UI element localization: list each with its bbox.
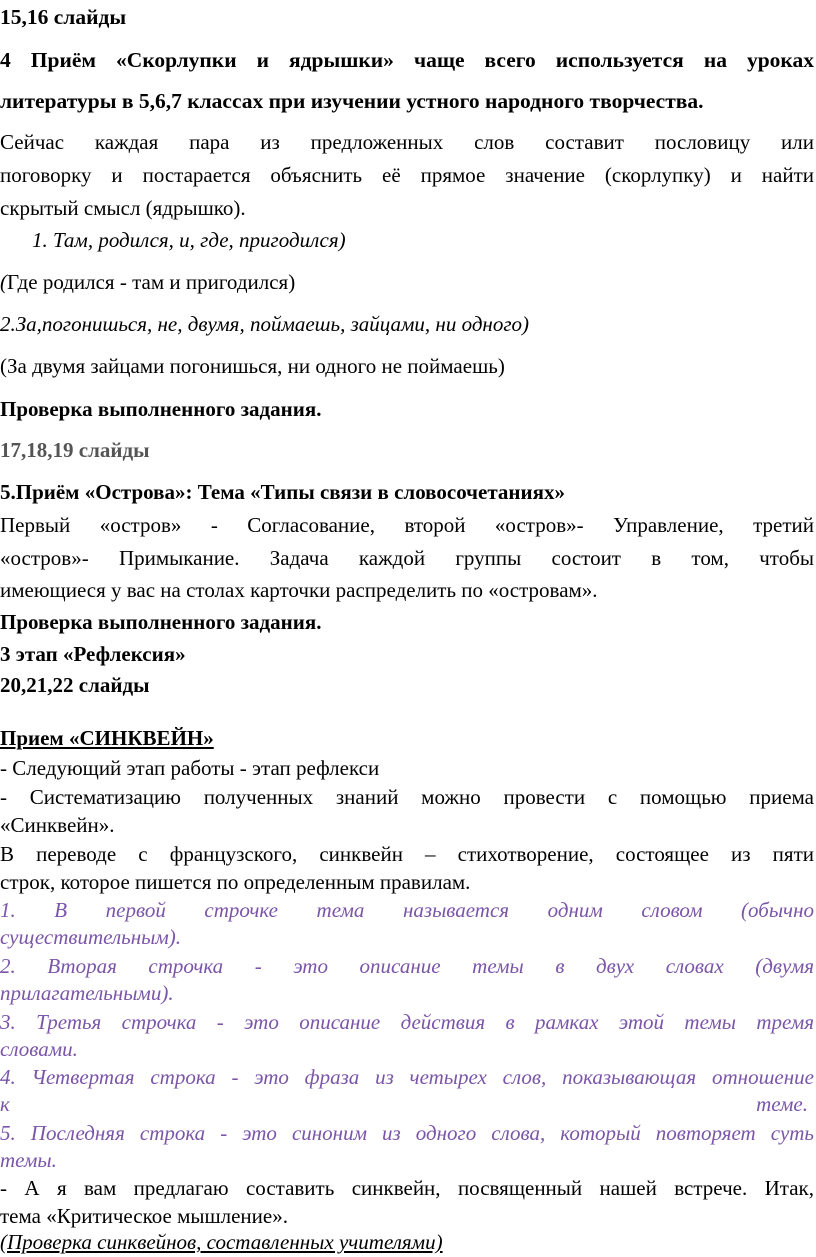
open-paren: ( bbox=[0, 270, 7, 294]
stage-3-heading: 3 этап «Рефлексия» bbox=[0, 642, 186, 666]
rule-4-word-k: к bbox=[0, 1092, 10, 1116]
paragraph-line: Первый «остров» - Согласование, второй «остров»- Управление, третий bbox=[0, 513, 814, 537]
paragraph-line: имеющиеся у вас на столах карточки распределить по «островам». bbox=[0, 578, 598, 602]
paragraph-line: скрытый смысл (ядрышко). bbox=[0, 196, 246, 220]
rule-4-word-teme: теме. bbox=[756, 1092, 808, 1116]
paragraph-line: Сейчас каждая пара из предложенных слов составит пословицу или bbox=[0, 130, 814, 154]
paragraph-line: - Систематизацию полученных знаний можно провести с помощью приема bbox=[0, 785, 814, 809]
exercise-item-1: 1. Там, родился, и, где, пригодился) bbox=[32, 228, 346, 252]
check-heading: Проверка выполненного задания. bbox=[0, 610, 322, 634]
answer-1-text: Где родился - там и пригодился) bbox=[7, 270, 296, 294]
paragraph-line: поговорку и постарается объяснить её прямое значение (скорлупку) и найти bbox=[0, 163, 814, 187]
technique-5-heading: 5.Приём «Острова»: Тема «Типы связи в словосочетаниях» bbox=[0, 480, 565, 504]
rule-4-line1: 4. Четвертая строка - это фраза из четырех слов, показывающая отношение bbox=[0, 1065, 814, 1089]
paragraph-line: «Синквейн». bbox=[0, 813, 115, 837]
technique-4-heading-line2: литературы в 5,6,7 классах при изучении устного народного творчества. bbox=[0, 89, 704, 113]
exercise-item-2: 2.За,погонишься, не, двумя, поймаешь, зайцами, ни одного) bbox=[0, 312, 530, 336]
answer-1 bbox=[0, 269, 814, 295]
rule-2-line2: прилагательными). bbox=[0, 981, 174, 1005]
paragraph-line: - Следующий этап работы - этап рефлекси bbox=[0, 756, 380, 780]
rule-3-line2: словами. bbox=[0, 1037, 78, 1061]
paragraph-line: «остров»- Примыкание. Задача каждой группы состоит в том, чтобы bbox=[0, 546, 814, 570]
technique-4-heading-line1: 4 Приём «Скорлупки и ядрышки» чаще всего используется на уроках bbox=[0, 48, 814, 72]
paragraph-line: - А я вам предлагаю составить синквейн, посвященный нашей встрече. Итак, bbox=[0, 1176, 814, 1200]
sinkvein-check-note: (Проверка синквейнов, составленных учителями) bbox=[0, 1230, 443, 1254]
slides-heading-20-22: 20,21,22 слайды bbox=[0, 673, 150, 697]
paragraph-line: тема «Критическое мышление». bbox=[0, 1204, 288, 1228]
rule-1-line2: существительным). bbox=[0, 925, 181, 949]
rule-5-line1: 5. Последняя строка - это синоним из одного слова, который повторяет суть bbox=[0, 1121, 814, 1145]
check-heading: Проверка выполненного задания. bbox=[0, 397, 322, 421]
paragraph-line: В переводе с французского, синквейн – стихотворение, состоящее из пяти bbox=[0, 842, 814, 866]
rule-5-line2: темы. bbox=[0, 1148, 57, 1172]
answer-2: (За двумя зайцами погонишься, ни одного не поймаешь) bbox=[0, 354, 505, 378]
rule-3-line1: 3. Третья строчка - это описание действия в рамках этой темы тремя bbox=[0, 1010, 814, 1034]
sinkvein-heading: Прием «СИНКВЕЙН» bbox=[0, 726, 214, 750]
slides-heading-17-19: 17,18,19 слайды bbox=[0, 438, 150, 462]
rule-2-line1: 2. Вторая строчка - это описание темы в двух словах (двумя bbox=[0, 954, 814, 978]
slides-heading-15-16: 15,16 слайды bbox=[0, 5, 127, 29]
rule-4-line2 bbox=[0, 1091, 814, 1117]
rule-1-line1: 1. В первой строчке тема называется одним словом (обычно bbox=[0, 898, 814, 922]
paragraph-line: строк, которое пишется по определенным правилам. bbox=[0, 870, 471, 894]
